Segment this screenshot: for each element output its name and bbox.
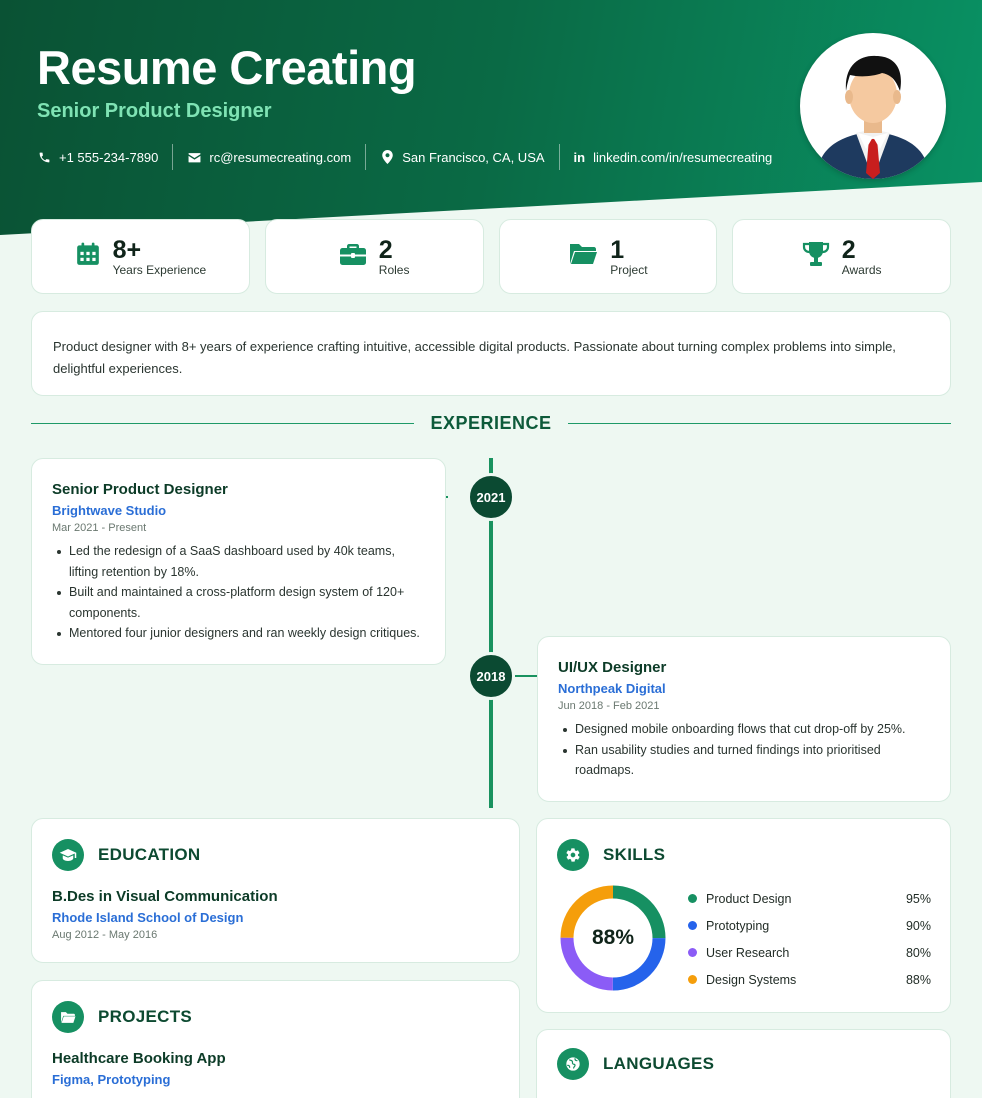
skill-color-dot: [688, 894, 697, 903]
job-card: [31, 458, 446, 665]
divider-line: [31, 423, 414, 424]
education-degree: B.Des in Visual Communication: [52, 888, 278, 905]
graduation-cap-icon: [52, 839, 84, 871]
skills-legend: [688, 885, 931, 993]
projects-heading: PROJECTS: [98, 1007, 193, 1026]
stat-label: Years Experience: [112, 262, 207, 277]
timeline-connector: [515, 675, 537, 677]
job-dates: Mar 2021 - Present: [52, 522, 147, 534]
languages-card: [536, 1029, 951, 1098]
job-bullet: Built and maintained a cross-platform design system of 120+ components.: [52, 582, 425, 623]
contact-linkedin-text: linkedin.com/in/resumecreating: [593, 149, 773, 165]
mail-icon: [187, 150, 201, 164]
skill-name: Prototyping: [706, 918, 770, 933]
job-bullet: Mentored four junior designers and ran weekly design critiques.: [52, 623, 425, 644]
experience-section-title: [31, 413, 951, 434]
stat-label: Project: [610, 262, 648, 277]
projects-header: [52, 1001, 499, 1033]
resume-name: Resume Creating: [37, 41, 417, 94]
job-dates: Jun 2018 - Feb 2021: [558, 700, 660, 712]
timeline-year-badge: 2018: [467, 652, 515, 700]
gear-icon: [557, 839, 589, 871]
skill-value: 95%: [905, 891, 931, 906]
skill-name: Design Systems: [706, 972, 797, 987]
stat-card-roles: [265, 219, 484, 294]
skill-value: 80%: [905, 945, 931, 960]
contact-email-text: rc@resumecreating.com: [209, 149, 352, 165]
skills-header: [557, 839, 665, 871]
globe-icon: [557, 1048, 589, 1080]
skill-row: [688, 966, 931, 993]
trophy-icon: [802, 241, 830, 272]
avatar: [800, 33, 946, 179]
skill-name: Product Design: [706, 891, 792, 906]
contact-location[interactable]: [366, 144, 559, 170]
job-company: Brightwave Studio: [52, 503, 167, 518]
stat-value: 2: [378, 235, 393, 264]
folder-icon: [52, 1001, 84, 1033]
languages-header: [557, 1048, 930, 1080]
education-card: [31, 818, 520, 963]
folder-icon: [568, 242, 598, 271]
location-pin-icon: [380, 150, 394, 164]
stat-card-experience: [31, 219, 250, 294]
stat-card-projects: [499, 219, 718, 294]
contact-bar: [37, 144, 786, 170]
job-bullet: Designed mobile onboarding flows that cut drop-off by 25%.: [558, 719, 930, 740]
skill-value: 90%: [905, 918, 931, 933]
skill-value: 88%: [905, 972, 931, 987]
skill-name: User Research: [706, 945, 790, 960]
education-dates: Aug 2012 - May 2016: [52, 929, 158, 941]
job-bullets: [558, 719, 930, 781]
skills-average: 88%: [591, 926, 635, 949]
contact-location-text: San Francisco, CA, USA: [402, 149, 545, 165]
job-bullet: Led the redesign of a SaaS dashboard used by 40k teams, lifting retention by 18%.: [52, 541, 425, 582]
education-school: Rhode Island School of Design: [52, 910, 244, 925]
stat-value: 2: [841, 235, 856, 264]
job-card: [537, 636, 951, 802]
projects-card: [31, 980, 520, 1098]
job-title: UI/UX Designer: [558, 659, 667, 676]
stat-label: Roles: [378, 262, 410, 277]
skills-heading: SKILLS: [603, 845, 666, 864]
stat-card-awards: [732, 219, 951, 294]
experience-heading: EXPERIENCE: [430, 413, 552, 433]
stat-value: 1: [610, 235, 625, 264]
skill-row: [688, 885, 931, 912]
job-bullet: Ran usability studies and turned findings into prioritised roadmaps.: [558, 740, 930, 781]
project-tools: Figma, Prototyping: [52, 1072, 171, 1087]
job-bullets: [52, 541, 425, 644]
skill-row: [688, 912, 931, 939]
job-title: Senior Product Designer: [52, 481, 228, 498]
contact-linkedin[interactable]: [560, 144, 787, 170]
skill-color-dot: [688, 948, 697, 957]
skills-card: [536, 818, 951, 1013]
skill-color-dot: [688, 975, 697, 984]
stat-value: 8+: [112, 235, 142, 264]
project-name: Healthcare Booking App: [52, 1050, 226, 1067]
education-header: [52, 839, 499, 871]
skill-color-dot: [688, 921, 697, 930]
briefcase-icon: [339, 241, 367, 272]
contact-email[interactable]: [173, 144, 366, 170]
timeline-year-badge: 2021: [467, 473, 515, 521]
calendar-icon: [75, 241, 101, 272]
linkedin-icon: in: [573, 149, 586, 165]
phone-icon: [37, 150, 51, 164]
summary-card: Product designer with 8+ years of experience crafting intuitive, accessible digital products. Passionate about turning complex problems into simple, delightful experiences.: [31, 311, 951, 396]
resume-role: Senior Product Designer: [37, 100, 272, 122]
languages-heading: LANGUAGES: [603, 1054, 715, 1073]
divider-line: [568, 423, 951, 424]
education-heading: EDUCATION: [98, 845, 201, 864]
job-company: Northpeak Digital: [558, 681, 666, 696]
stats-row: [31, 219, 951, 294]
contact-phone-text: +1 555-234-7890: [59, 149, 159, 165]
stat-label: Awards: [841, 262, 882, 277]
skill-row: [688, 939, 931, 966]
contact-phone[interactable]: [37, 144, 173, 170]
